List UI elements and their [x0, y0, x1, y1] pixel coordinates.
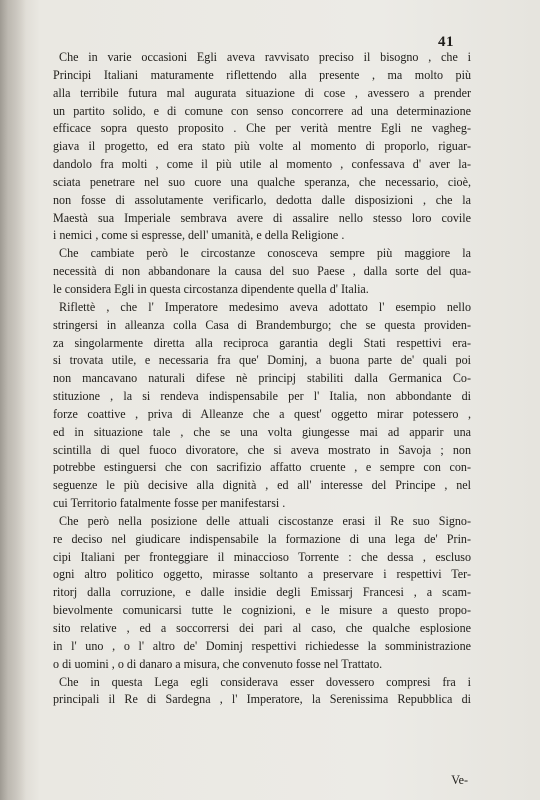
text-line: stituzione , la si rendeva indispensabile per l' Italia, non abbondante di: [53, 389, 471, 404]
text-line: ogni altro politico oggetto, mirasse soltanto a preservare i respettivi Ter-: [53, 567, 471, 582]
text-line: ed in situazione tale , che se una volta giungesse mai ad apparir una: [53, 424, 471, 439]
text-line: cipi Italiani per fronteggiare il minaccioso Torrente : che dessa , escluso: [53, 549, 471, 564]
text-line: sito relative , ed a soccorrersi dei pari al caso, che qualche esplosione: [53, 621, 471, 635]
text-line: bievolmente comunicarsi tutte le cognizioni, e le misure a questo propo-: [53, 603, 471, 618]
text-line: re deciso nel giudicare indispensabile la formazione di una lega de' Prin-: [53, 531, 471, 546]
text-line: Principi Italiani maturamente riflettendo alla presente , ma molto più: [53, 67, 471, 82]
text-line: Che in varie occasioni Egli aveva ravvisato preciso il bisogno , che i: [59, 50, 471, 64]
text-line: alla terribile futura mal augurata situazione di cose , avessero a prender: [53, 85, 471, 100]
text-line: Che cambiate però le circostanze conosceva sempre più maggiore la: [59, 246, 471, 261]
text-line: sciata penetrare nel suo cuore una qualche speranza, che necessario, cioè,: [53, 174, 471, 189]
text-line: scintilla di quel fuoco divoratore, che si aveva mostrato in Savoja ; non: [53, 442, 471, 457]
text-line: principali il Re di Sardegna , l' Imperatore, la Serenissima Repubblica di: [53, 692, 471, 707]
text-line: Che in questa Lega egli considerava esser dovessero compresi fra i: [59, 674, 471, 689]
text-line: non mancavano naturali difese nè principj stabiliti dalla Germanica Co-: [53, 371, 471, 386]
text-line: Che però nella posizione delle attuali ciscostanze erasi il Re suo Signo-: [59, 513, 471, 528]
text-line: giava il progetto, ed era stato più volte al momento di proporlo, riguar-: [53, 139, 471, 154]
text-line: si trovata utile, e necessaria fra que' Dominj, a buona parte de' quali poi: [53, 353, 471, 368]
text-line: potrebbe estinguersi che con sacrifizio affatto cruente , e sempre con con-: [53, 460, 471, 475]
text-line: un partito solido, e di comune con senso concorrere ad una determinazione: [53, 103, 471, 118]
body-text: [53, 49, 471, 709]
text-line: i nemici , come si espresse, dell' umanità, e della Religione .: [53, 228, 345, 243]
text-line: le considera Egli in questa circostanza dipendente quella d' Italia.: [53, 281, 369, 296]
text-line: seguenze le più decisive alla dignità , ed all' interesse del Principe , nel: [53, 478, 471, 493]
text-line: in l' uno , o l' altro de' Dominj respettivi richiedesse la somministrazione: [53, 638, 471, 653]
text-line: necessità di non abbandonare la causa del suo Paese , dalla sorte del qua-: [53, 264, 471, 279]
text-line: forze coattive , priva di Alleanze che a quest' oggetto mirar potessero ,: [53, 406, 471, 421]
text-line: Riflettè , che l' Imperatore medesimo aveva adottato l' esempio nello: [59, 299, 471, 314]
text-line: cui Territorio fatalmente fosse per manifestarsi .: [53, 496, 286, 511]
text-line: stringersi in alleanza colla Casa di Brandemburgo; che se questa providen-: [53, 317, 471, 332]
text-line: o di uomini , o di danaro a misura, che convenuto fosse nel Trattato.: [53, 656, 383, 671]
catchword: Ve-: [451, 773, 468, 787]
page-number: 41: [438, 34, 454, 50]
text-line: ritorj dalla corruzione, e dalle insidie degli Emissarj Francesi , a scam-: [53, 585, 471, 600]
text-line: efficace sopra questo proposito . Che per verità mentre Egli ne vagheg-: [53, 121, 471, 136]
text-line: dandolo fra molti , come il più utile al momento , confessava d' aver la-: [53, 157, 471, 172]
spine-shadow: [0, 0, 26, 800]
text-line: Maestà sua Imperiale sembrava avere di assalire nello stesso loro covile: [53, 210, 471, 225]
text-line: non fosse di assolutamente verificarlo, dedotta dalle disposizioni , che la: [53, 192, 471, 207]
text-line: za singolarmente diretta alla reciproca garantia degli Stati respettivi era-: [53, 335, 471, 350]
